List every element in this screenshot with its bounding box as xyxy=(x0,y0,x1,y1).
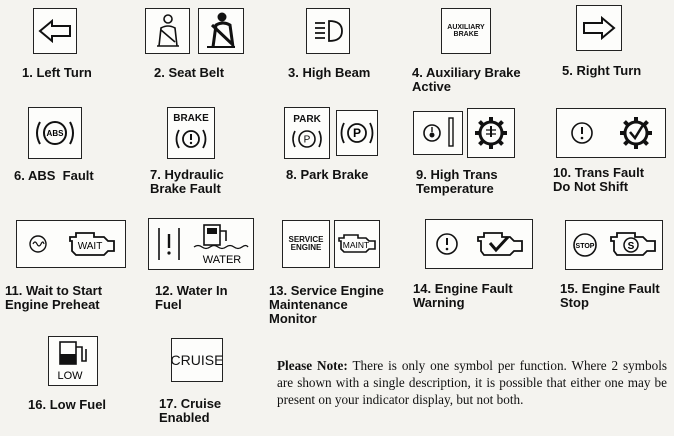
svg-text:STOP: STOP xyxy=(575,243,595,250)
park-brake-symbol-a xyxy=(284,107,330,159)
abs-icon xyxy=(33,115,77,151)
coil-icon xyxy=(23,230,53,258)
seat-belt-icon xyxy=(203,11,239,51)
cruise-symbol xyxy=(171,338,223,382)
left-arrow-icon xyxy=(38,19,72,43)
service-engine-symbol-b xyxy=(334,220,380,268)
caption-5: 5. Right Turn xyxy=(562,63,642,78)
caption-6: 6. ABS Fault xyxy=(14,168,94,183)
wait-to-start-symbol xyxy=(16,220,126,268)
seat-belt-symbol-a xyxy=(145,8,190,54)
caption-9: 9. High Trans Temperature xyxy=(416,167,498,196)
engine-wait-icon xyxy=(64,227,120,261)
auxiliary-brake-icon: AUXILIARY BRAKE xyxy=(447,23,485,38)
svg-text:P: P xyxy=(352,126,362,140)
gear-thermometer-icon xyxy=(471,113,511,153)
trans-temperature-symbol-b xyxy=(467,108,515,158)
park-brake-icon xyxy=(339,118,375,148)
caption-10: 10. Trans Fault Do Not Shift xyxy=(553,165,645,194)
engine-fault-warning-symbol xyxy=(425,219,533,269)
service-engine-icon: SERVICE ENGINE xyxy=(288,234,324,252)
warning-gauge-icon xyxy=(153,224,185,264)
warning-circle-icon xyxy=(432,229,462,259)
caption-16: 16. Low Fuel xyxy=(28,397,107,412)
svg-text:LOW: LOW xyxy=(57,370,83,382)
engine-fault-stop-symbol xyxy=(565,220,663,270)
cruise-icon: CRUISE xyxy=(170,351,224,368)
caption-14: 14. Engine Fault Warning xyxy=(413,281,513,310)
please-note xyxy=(277,357,667,408)
svg-text:WAIT: WAIT xyxy=(77,241,102,252)
abs-symbol xyxy=(28,107,82,159)
caption-4: 4. Auxiliary Brake Active xyxy=(412,65,521,94)
caption-3: 3. High Beam xyxy=(288,65,371,80)
engine-maint-icon xyxy=(336,230,378,258)
low-fuel-icon xyxy=(52,339,94,383)
svg-text:ABS: ABS xyxy=(46,129,64,138)
trans-fault-icon xyxy=(616,113,656,153)
trans-temperature-icon xyxy=(418,115,458,151)
caption-15: 15. Engine Fault Stop xyxy=(560,281,660,310)
park-brake-symbol-b xyxy=(336,110,378,156)
water-in-fuel-symbol xyxy=(148,218,254,270)
park-label: PARK xyxy=(293,113,321,125)
service-engine-symbol-a xyxy=(282,220,330,268)
engine-fault-warning-icon xyxy=(474,227,526,261)
brake-warning-icon xyxy=(172,126,210,152)
hydraulic-brake-symbol xyxy=(167,107,215,159)
svg-text:WATER: WATER xyxy=(202,254,241,266)
seat-belt-icon xyxy=(151,12,185,50)
warning-circle-icon xyxy=(567,118,597,148)
trans-temperature-symbol-a xyxy=(413,111,463,155)
caption-11: 11. Wait to Start Engine Preheat xyxy=(5,283,103,312)
seat-belt-symbol-b xyxy=(198,8,244,54)
trans-fault-symbol xyxy=(556,108,666,158)
right-turn-symbol xyxy=(576,5,622,51)
water-in-fuel-icon xyxy=(192,221,250,267)
caption-17: 17. Cruise Enabled xyxy=(159,396,222,425)
caption-2: 2. Seat Belt xyxy=(154,65,225,80)
engine-fault-stop-icon xyxy=(607,227,659,263)
note-heading: Please Note: xyxy=(277,358,348,373)
park-brake-icon xyxy=(290,127,324,151)
svg-text:MAINT: MAINT xyxy=(342,240,370,250)
caption-12: 12. Water In Fuel xyxy=(155,283,228,312)
caption-8: 8. Park Brake xyxy=(286,167,369,182)
svg-text:P: P xyxy=(303,134,311,146)
note-body: There is only one symbol per function. Where 2 symbols are shown with a single description, it is possible that either one may be present on your indicator display, but not both. xyxy=(277,358,667,407)
high-beam-symbol xyxy=(306,8,350,54)
stop-circle-icon xyxy=(569,229,601,261)
brake-label: BRAKE xyxy=(173,112,209,124)
auxiliary-brake-symbol xyxy=(441,8,491,54)
right-arrow-icon xyxy=(582,16,616,40)
low-fuel-symbol xyxy=(48,336,98,386)
left-turn-symbol xyxy=(33,8,77,54)
caption-7: 7. Hydraulic Brake Fault xyxy=(150,167,224,196)
caption-13: 13. Service Engine Maintenance Monitor xyxy=(269,283,384,326)
high-beam-icon xyxy=(311,18,345,44)
svg-text:S: S xyxy=(627,241,635,252)
caption-1: 1. Left Turn xyxy=(22,65,92,80)
